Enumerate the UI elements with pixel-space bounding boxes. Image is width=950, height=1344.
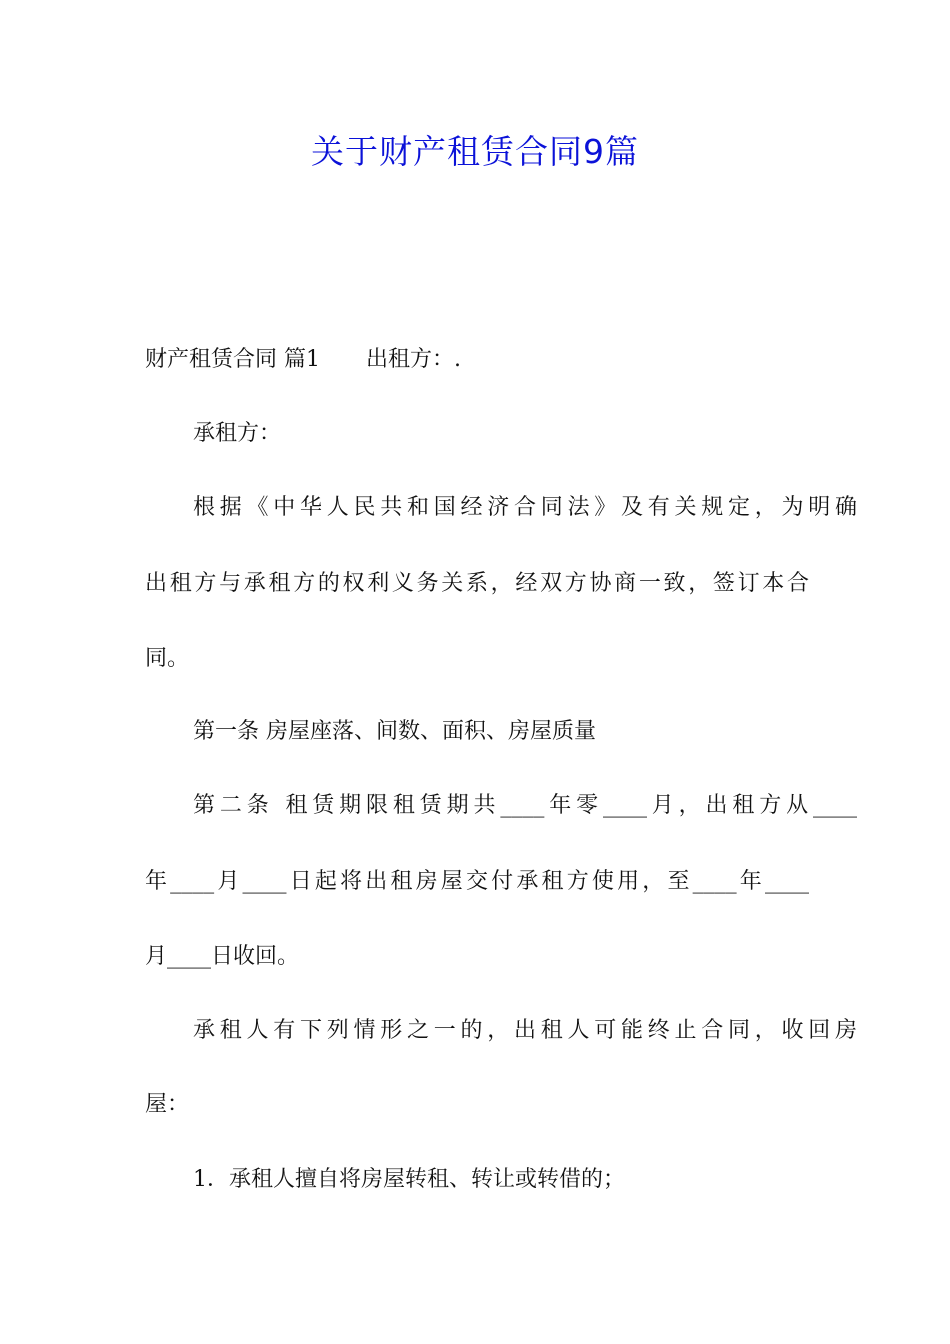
paragraph-line: 承租人有下列情形之一的，出租人可能终止合同，收回房 bbox=[193, 1018, 857, 1043]
paragraph-line: 月____日收回。 bbox=[145, 944, 300, 969]
paragraph-line: 出租方与承租方的权利义务关系，经双方协商一致，签订本合 bbox=[145, 571, 809, 596]
paragraph-line: 年____月____日起将出租房屋交付承租方使用，至____年____ bbox=[145, 869, 809, 894]
paragraph-line: 第一条 房屋座落、间数、面积、房屋质量 bbox=[193, 719, 596, 744]
paragraph-line: 同。 bbox=[145, 646, 190, 671]
document-title: 关于财产租赁合同9篇 bbox=[311, 132, 639, 171]
paragraph-line: 屋： bbox=[145, 1092, 190, 1117]
paragraph-line: 第二条 租赁期限租赁期共____年零____月，出租方从____ bbox=[193, 793, 857, 818]
paragraph-line: 承租方： bbox=[193, 421, 282, 446]
paragraph-line bbox=[145, 337, 809, 383]
paragraph-line: 根据《中华人民共和国经济合同法》及有关规定，为明确 bbox=[193, 495, 857, 520]
section-heading: 财产租赁合同 篇1 bbox=[145, 347, 320, 372]
lessor-label: 出租方：. bbox=[366, 347, 461, 372]
paragraph-line: 1．承租人擅自将房屋转租、转让或转借的； bbox=[193, 1167, 625, 1192]
